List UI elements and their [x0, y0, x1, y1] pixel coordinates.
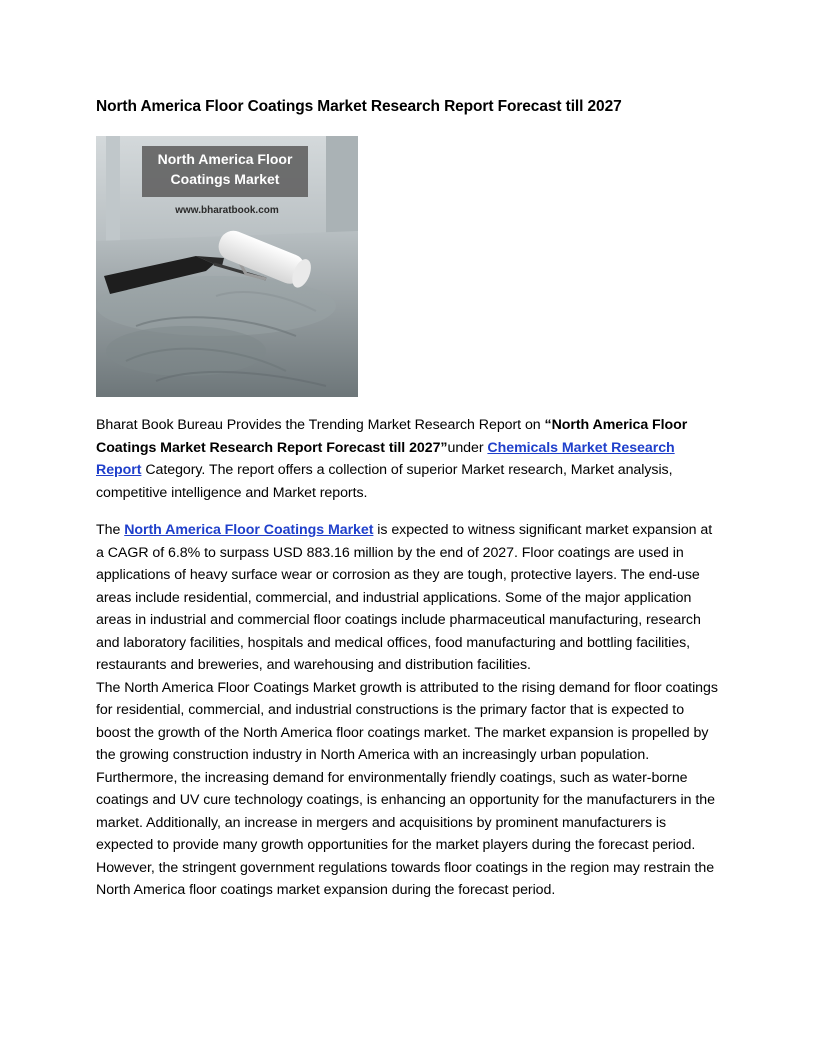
document-page — [96, 96, 720, 902]
growth-paragraph: The North America Floor Coatings Market growth is attributed to the rising demand for floor coatings for residential, commercial, and industrial constructions is the primary factor that is expected to boost the growth of the North America floor coatings market. The market expansion is propelled by the growing construction industry in North America with an increasingly urban population. Furthermore, the increasing demand for environmentally friendly coatings, such as water-borne coatings and UV cure technology coatings, is enhancing an opportunity for the manufacturers in the market. Additionally, an increase in mergers and acquisitions by prominent manufacturers is expected to provide many growth opportunities for the market players during the forecast period. However, the stringent government regulations towards floor coatings in the region may restrain the North America floor coatings market expansion during the forecast period. — [96, 679, 718, 898]
hero-heading-line1: North America Floor — [157, 151, 293, 167]
hero-website: www.bharatbook.com — [175, 205, 279, 216]
hero-heading-line2: Coatings Market — [170, 171, 280, 187]
market-paragraph — [96, 519, 720, 677]
hero-image — [96, 136, 358, 397]
intro-tail: Category. The report offers a collection of superior Market research, Market analysis, competitive intelligence and Market reports. — [96, 462, 673, 501]
market-tail: is expected to witness significant market expansion at a CAGR of 6.8% to surpass USD 883.16 million by the end of 2027. Floor coatings are used in applications of heavy surface wear or corrosion as they are tough, protective layers. The end-use areas include residential, commercial, and industrial applications. Some of the major application areas in industrial and commercial floor coatings include pharmaceutical manufacturing, research and laboratory facilities, hospitals and medical offices, food manufacturing and bottling facilities, restaurants and breweries, and warehousing and distribution facilities. — [96, 522, 713, 673]
hero-heading-panel — [142, 146, 308, 197]
market-lead: The — [96, 522, 125, 538]
page-title: North America Floor Coatings Market Research Report Forecast till 2027 — [96, 98, 622, 115]
intro-under: under — [447, 439, 488, 456]
intro-paragraph — [96, 414, 720, 504]
chemicals-report-link[interactable]: Chemicals Market Research Report — [96, 439, 675, 478]
report-name: “North America Floor Coatings Market Research Report Forecast till 2027” — [96, 417, 688, 456]
intro-lead: Bharat Book Bureau Provides the Trending Market Research Report on — [96, 417, 545, 433]
market-link[interactable]: North America Floor Coatings Market — [124, 522, 374, 538]
